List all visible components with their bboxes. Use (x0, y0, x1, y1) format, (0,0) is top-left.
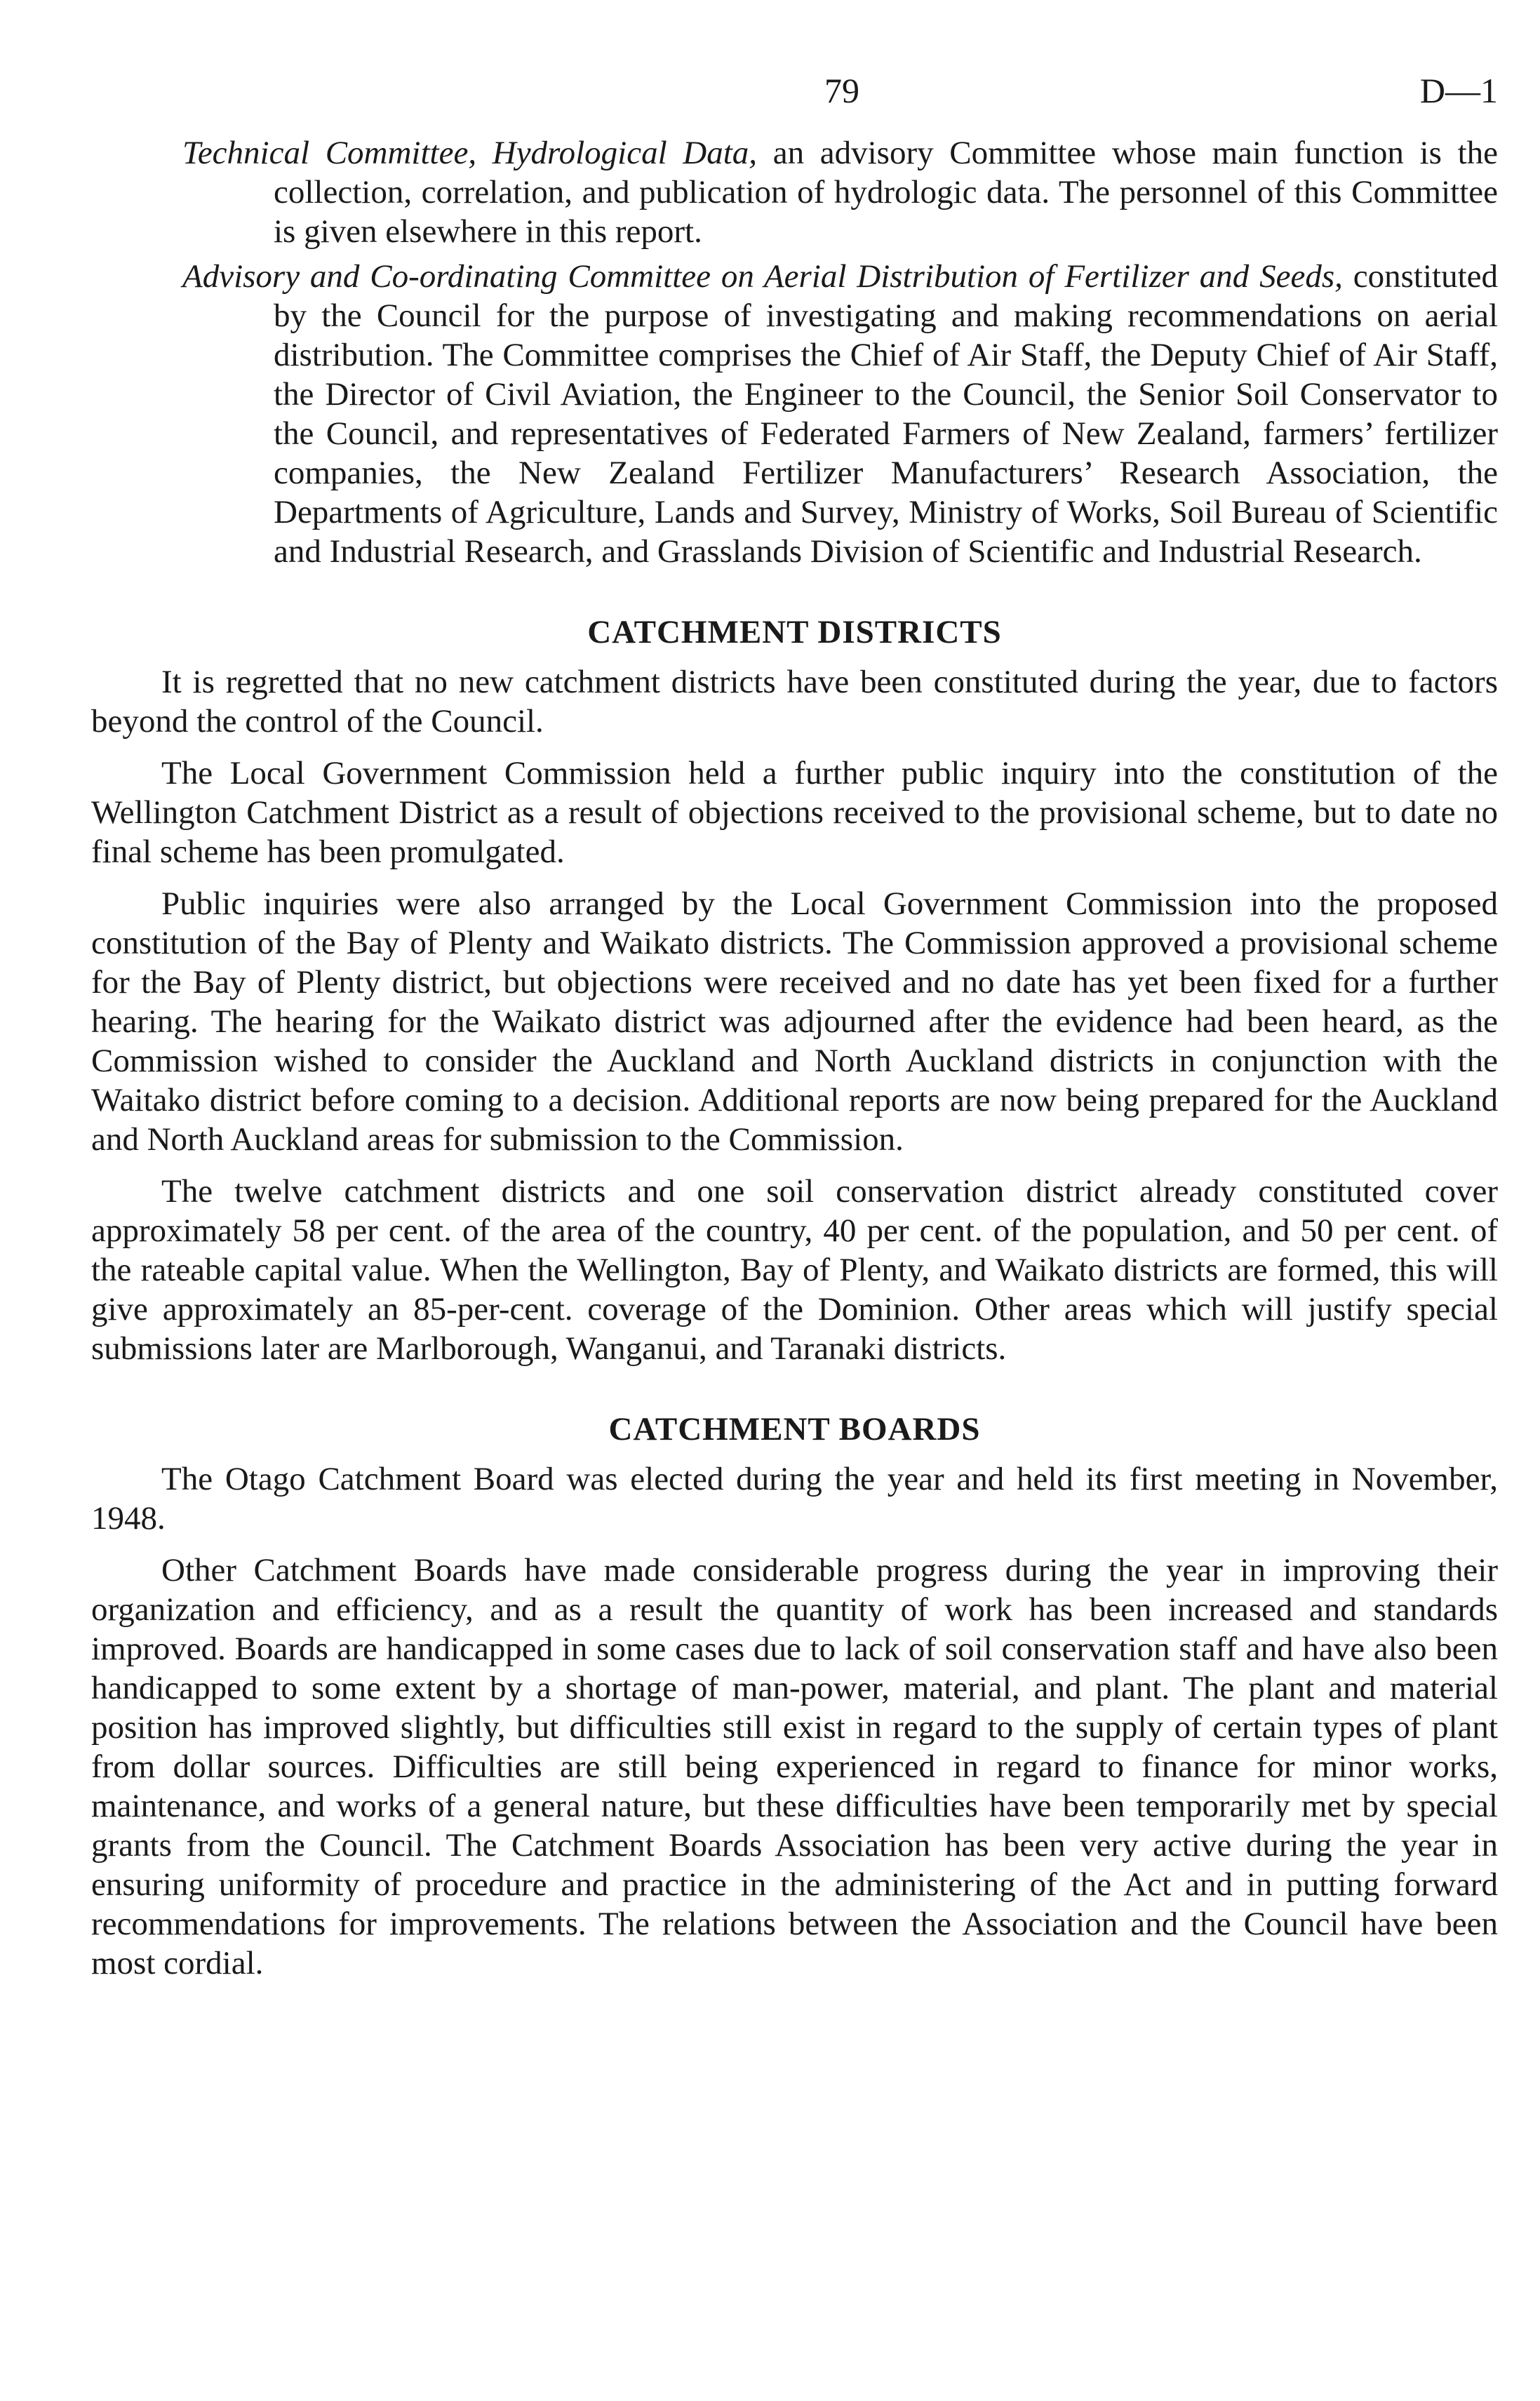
paragraph: The Otago Catchment Board was elected during the year and held its first meeting in November, 1948. (91, 1461, 1498, 1537)
document-page (91, 70, 1498, 1995)
paragraph: It is regretted that no new catchment districts have been constituted during the year, due to factors beyond the control of the Council. (91, 664, 1498, 740)
paragraph: Public inquiries were also arranged by the Local Government Commission into the proposed constitution of the Bay of Plenty and Waikato districts. The Commission approved a provisional scheme for the Bay of Plenty district, but objections were received and no date has yet been fixed for a further hearing. The hearing for the Waikato district was adjourned after the evidence had been heard, as the Commission wished to consider the Auckland and North Auckland districts in conjunction with the Waitako district before coming to a decision. Additional reports are now being prepared for the Auckland and North Auckland areas for submission to the Commission. (91, 885, 1498, 1158)
section-heading-catchment-districts: CATCHMENT DISTRICTS (587, 614, 1002, 650)
paragraph: Other Catchment Boards have made considerable progress during the year in improving their organization and efficiency, and as a result the quantity of work has been increased and standards improved. Boards are handicapped in some cases due to lack of soil conservation staff and have also been handicapped to some extent by a shortage of man-power, material, and plant. The plant and material position has improved slightly, but difficulties still exist in regard to the supply of certain types of plant from dollar sources. Difficulties are still being experienced in regard to finance for minor works, maintenance, and works of a general nature, but these difficulties have been temporarily met by special grants from the Council. The Catchment Boards Association has been very active during the year in ensuring uniformity of procedure and practice in the administering of the Act and in putting forward recommendations for improvements. The relations between the Association and the Council have been most cordial. (91, 1552, 1498, 1981)
page-number: 79 (824, 71, 859, 110)
committee-description: constituted by the Council for the purpose of investigating and making recommendations on aerial distribution. The Committee comprises the Chief of Air Staff, the Deputy Chief of Air Staff, the Director of Civil Aviation, the Engineer to the Council, the Senior Soil Conservator to the Council, and representatives of Federated Farmers of New Zealand, farmers’ fertilizer companies, the New Zealand Fertilizer Manufacturers’ Research Association, the Departments of Agriculture, Lands and Survey, Ministry of Works, Soil Bureau of Scientific and Industrial Research, and Grasslands Division of Scientific and Industrial Research. (274, 258, 1499, 570)
paragraph: The Local Government Commission held a further public inquiry into the constitution of the Wellington Catchment District as a result of objections received to the provisional scheme, but to date no final scheme has been promulgated. (91, 755, 1498, 870)
committee-description: an advisory Committee whose main function is the collection, correlation, and publication of hydrologic data. The personnel of this Committee is given elsewhere in this report. (274, 135, 1498, 250)
committee-entry-aerial-distribution (91, 257, 1498, 571)
section-heading-catchment-boards: CATCHMENT BOARDS (608, 1411, 981, 1447)
paragraph: The twelve catchment districts and one soil conservation district already constituted cover approximately 58 per cent. of the area of the country, 40 per cent. of the population, and 50 per cent. of the rateable capital value. When the Wellington, Bay of Plenty, and Waikato districts are formed, this will give approximately an 85-per-cent. coverage of the Dominion. Other areas which will justify special submissions later are Marlborough, Wanganui, and Taranaki districts. (91, 1173, 1498, 1367)
page-header (91, 70, 1498, 133)
document-reference: D—1 (1419, 71, 1498, 110)
committee-name: Advisory and Co-ordinating Committee on Aerial Distribution of Fertilizer and Seeds, (182, 258, 1343, 295)
committee-name: Technical Committee, Hydrological Data, (182, 135, 758, 171)
committee-entry-hydrological (91, 133, 1498, 251)
